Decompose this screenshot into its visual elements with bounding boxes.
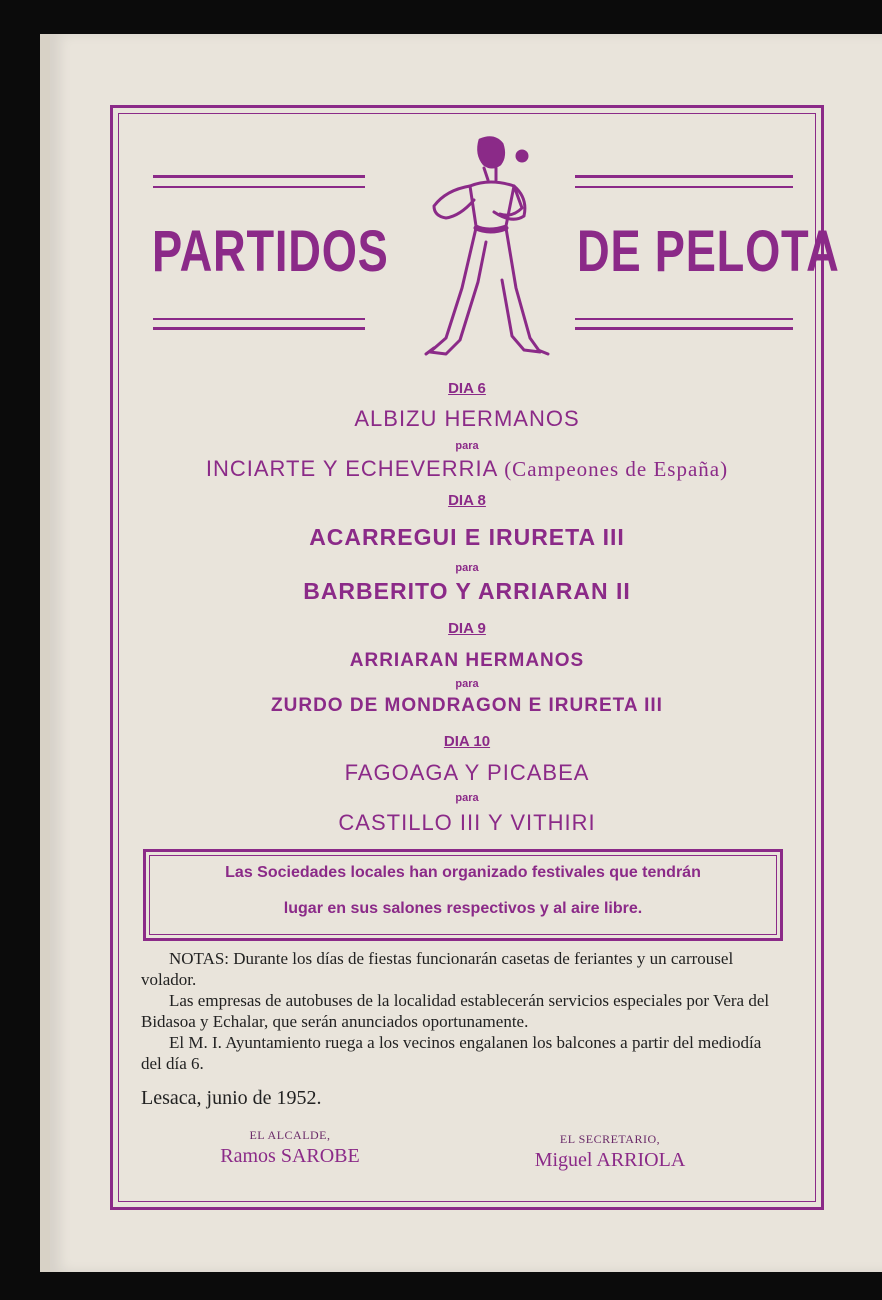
team-name: BARBERITO Y ARRIARAN II — [303, 578, 631, 604]
signature-name: Miguel ARRIOLA — [534, 1149, 686, 1171]
rule — [575, 175, 793, 178]
signature-mayor — [170, 1128, 410, 1168]
festival-notice-box — [143, 849, 783, 941]
rule — [575, 186, 793, 188]
versus-label: para — [455, 678, 479, 690]
signature-name: Ramos SAROBE — [220, 1145, 360, 1167]
team-note: (Campeones de España) — [504, 457, 729, 481]
rule — [575, 327, 793, 330]
rule — [153, 186, 365, 188]
team-name: ZURDO DE MONDRAGON E IRURETA III — [271, 695, 663, 716]
signature-role: EL SECRETARIO, — [559, 1132, 661, 1146]
rule — [153, 318, 365, 320]
signature-secretary — [490, 1132, 730, 1172]
day-label: DIA 10 — [443, 733, 491, 750]
day-label: DIA 9 — [448, 620, 486, 637]
place-date: Lesaca, junio de 1952. — [141, 1087, 322, 1109]
note-paragraph: El M. I. Ayuntamiento ruega a los vecinos engalanen los balcones a partir del mediodía del día 6. — [141, 1033, 762, 1073]
notice-line: lugar en sus salones respectivos y al aire libre. — [283, 900, 643, 917]
ball — [517, 151, 527, 161]
rule — [153, 327, 365, 330]
team-name: ACARREGUI E IRURETA III — [309, 524, 625, 550]
team-name-text: INCIARTE Y ECHEVERRIA — [205, 456, 498, 481]
team-name: FAGOAGA Y PICABEA — [344, 760, 590, 785]
versus-label: para — [455, 440, 479, 452]
title-right: DE PELOTA — [577, 219, 840, 284]
versus-label: para — [455, 562, 479, 574]
title-left: PARTIDOS — [152, 219, 389, 284]
signature-role: EL ALCALDE, — [249, 1128, 331, 1142]
team-name: CASTILLO III Y VITHIRI — [338, 810, 596, 835]
rule — [153, 175, 365, 178]
versus-label: para — [455, 792, 479, 804]
pelota-player-illustration — [410, 128, 570, 378]
rule — [575, 318, 793, 320]
team-name: ARRIARAN HERMANOS — [349, 650, 585, 671]
notice-line: Las Sociedades locales han organizado festivales que tendrán — [225, 864, 701, 881]
notes-section — [141, 948, 783, 1074]
note-paragraph: NOTAS: Durante los días de fiestas funcionarán casetas de feriantes y un carrousel volador. — [141, 949, 734, 989]
note-paragraph: Las empresas de autobuses de la localidad establecerán servicios especiales por Vera del Bidasoa y Echalar, que serán anunciados oportunamente. — [141, 991, 770, 1031]
team-name: ALBIZU HERMANOS — [354, 406, 580, 431]
day-label: DIA 8 — [448, 492, 486, 509]
team-name — [110, 456, 824, 482]
day-label: DIA 6 — [448, 380, 486, 397]
